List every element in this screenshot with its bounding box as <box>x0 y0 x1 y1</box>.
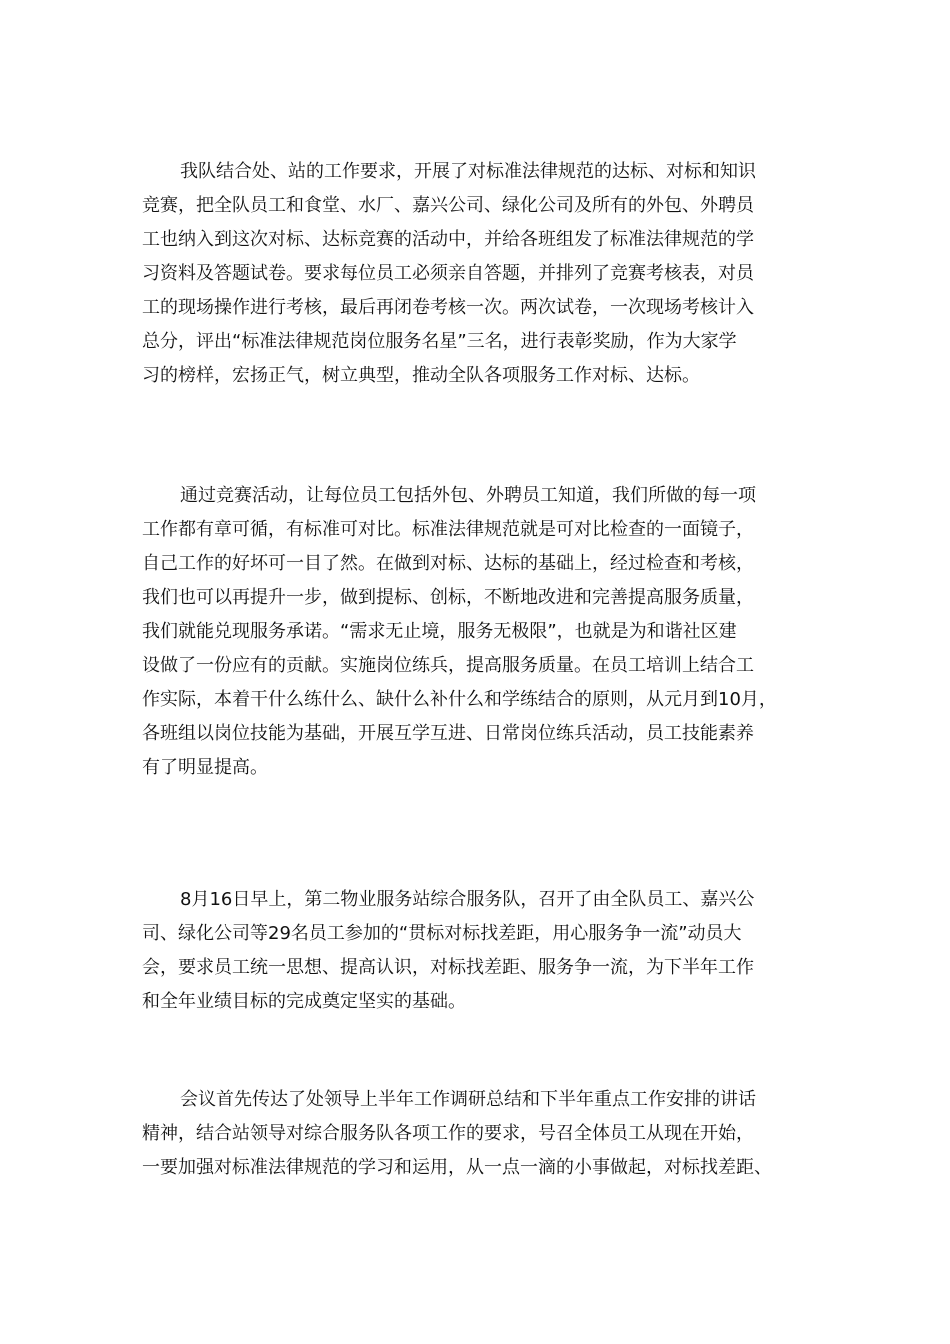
paragraph-1 <box>142 155 756 393</box>
text-line: 工也纳入到这次对标、达标竞赛的活动中，并给各班组发了标准法律规范的学 <box>142 229 754 250</box>
text-line: 司、绿化公司等29名员工参加的“贯标对标找差距，用心服务争一流”动员大 <box>142 923 742 944</box>
text-line: 有了明显提高。 <box>142 757 268 778</box>
text-line: 各班组以岗位技能为基础，开展互学互进、日常岗位练兵活动，员工技能素养 <box>142 723 754 744</box>
text-line: 我们也可以再提升一步，做到提标、创标，不断地改进和完善提高服务质量， <box>142 587 754 608</box>
text-line: 工的现场操作进行考核，最后再闭卷考核一次。两次试卷，一次现场考核计入 <box>142 297 754 318</box>
paragraph-2 <box>142 479 777 785</box>
text-line: 会，要求员工统一思想、提高认识，对标找差距、服务争一流，为下半年工作 <box>142 957 754 978</box>
text-line: 作实际，本着干什么练什么、缺什么补什么和学练结合的原则，从元月到10月， <box>142 689 777 710</box>
text-line: 习的榜样，宏扬正气，树立典型，推动全队各项服务工作对标、达标。 <box>142 365 700 386</box>
text-line: 习资料及答题试卷。要求每位员工必须亲自答题，并排列了竞赛考核表，对员 <box>142 263 754 284</box>
text-line: 设做了一份应有的贡献。实施岗位练兵，提高服务质量。在员工培训上结合工 <box>142 655 754 676</box>
text-line: 工作都有章可循，有标准可对比。标准法律规范就是可对比检查的一面镜子， <box>142 519 754 540</box>
text-line: 竞赛，把全队员工和食堂、水厂、嘉兴公司、绿化公司及所有的外包、外聘员 <box>142 195 754 216</box>
paragraph-4 <box>142 1083 772 1185</box>
text-line: 和全年业绩目标的完成奠定坚实的基础。 <box>142 991 466 1012</box>
text-line: 精神，结合站领导对综合服务队各项工作的要求，号召全体员工从现在开始， <box>142 1123 754 1144</box>
text-line: 通过竞赛活动，让每位员工包括外包、外聘员工知道，我们所做的每一项 <box>180 485 756 506</box>
text-line: 8月16日早上，第二物业服务站综合服务队，召开了由全队员工、嘉兴公 <box>180 889 755 910</box>
text-line: 我们就能兑现服务承诺。“需求无止境，服务无极限”，也就是为和谐社区建 <box>142 621 737 642</box>
text-line: 会议首先传达了处领导上半年工作调研总结和下半年重点工作安排的讲话 <box>180 1089 756 1110</box>
text-line: 自己工作的好坏可一目了然。在做到对标、达标的基础上，经过检查和考核， <box>142 553 754 574</box>
text-line: 我队结合处、站的工作要求，开展了对标准法律规范的达标、对标和知识 <box>180 161 756 182</box>
text-line: 总分，评出“标准法律规范岗位服务名星”三名，进行表彰奖励，作为大家学 <box>142 331 737 352</box>
paragraph-3 <box>142 883 754 1019</box>
text-line: 一要加强对标准法律规范的学习和运用，从一点一滴的小事做起，对标找差距、 <box>142 1157 772 1178</box>
